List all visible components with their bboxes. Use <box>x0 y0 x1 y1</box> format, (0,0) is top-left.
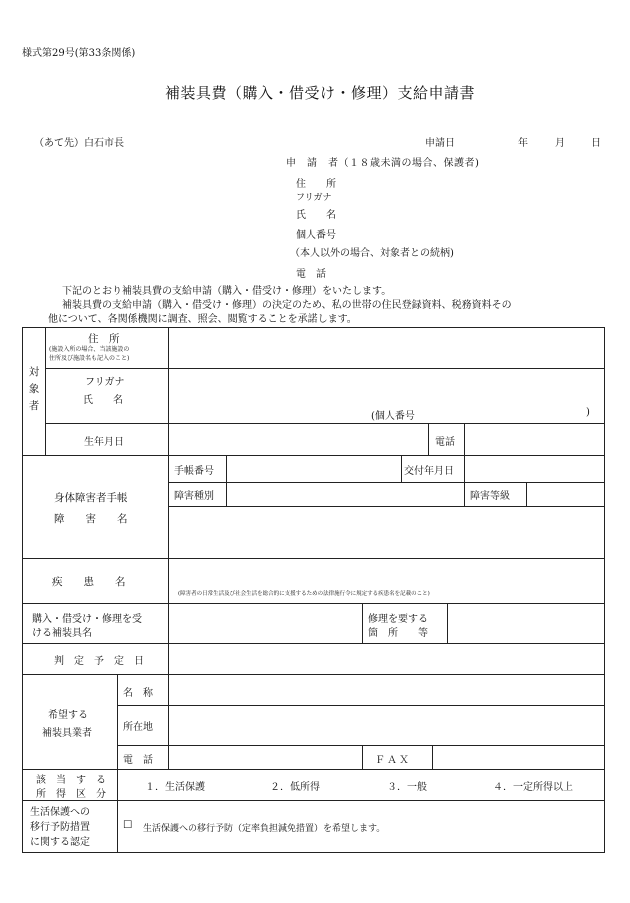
statement-line-2: 補装具費の支給申請（購入・借受け・修理）の決定のため、私の世帯の住民登録資料、税務資料その <box>62 300 512 311</box>
disability-grade-label: 障害等級 <box>470 491 510 502</box>
addressee: （あて先）白石市長 <box>34 138 124 149</box>
income-option-1[interactable]: １．生活保護 <box>145 782 205 793</box>
disability-name-label: 障 害 名 <box>54 513 128 525</box>
subject-name-label: 氏 名 <box>83 395 123 406</box>
application-date-label: 申請日 <box>425 138 455 149</box>
handbook-number-label: 手帳番号 <box>174 466 214 477</box>
income-option-3[interactable]: ３．一般 <box>387 782 427 793</box>
transition-checkbox[interactable]: ☐ <box>123 819 133 831</box>
statement-line-1: 下記のとおり補装具費の支給申請（購入・借受け・修理）をいたします。 <box>62 286 392 297</box>
income-option-2[interactable]: ２．低所得 <box>270 782 320 793</box>
applicant-furigana-label: フリガナ <box>296 193 332 203</box>
vendor-label-2: 補装具業者 <box>42 728 92 739</box>
applicant-heading: 申 請 者（１８歳未満の場合、保護者) <box>286 158 480 169</box>
transition-label-3: に関する認定 <box>30 837 90 848</box>
birthdate-label: 生年月日 <box>84 437 124 448</box>
disease-label: 疾 患 名 <box>52 576 126 588</box>
form-number: 様式第29号(第33条関係) <box>22 48 136 59</box>
repair-label-1: 修理を要する <box>368 614 428 625</box>
form-title: 補装具費（購入・借受け・修理）支給申請書 <box>165 84 476 102</box>
applicant-phone-label: 電 話 <box>296 269 326 280</box>
transition-text: 生活保護への移行予防（定率負担減免措置）を希望します。 <box>143 824 386 834</box>
subject-individual-no-label: (個人番号 <box>371 411 415 422</box>
day-label: 日 <box>591 138 601 149</box>
income-label-1: 該 当 す る <box>36 775 106 786</box>
subject-vertical-label: 対 象 者 <box>28 366 40 412</box>
repair-label-2: 箇 所 等 <box>368 628 428 639</box>
subject-address-note-1: (施設入所の場合、当該施設の <box>49 346 130 353</box>
subject-individual-no-close: ) <box>586 407 590 418</box>
device-label-2: ける補装具名 <box>32 628 92 639</box>
device-label-1: 購入・借受け・修理を受 <box>32 614 142 625</box>
income-label-2: 所 得 区 分 <box>36 789 106 800</box>
year-label: 年 <box>518 138 528 149</box>
vendor-location-label: 所在地 <box>123 722 153 733</box>
subject-address-note-2: 住所及び施設名も記入のこと) <box>49 355 130 362</box>
month-label: 月 <box>555 138 565 149</box>
applicant-name-label: 氏 名 <box>296 210 336 221</box>
applicant-relation-label: （本人以外の場合、対象者との続柄) <box>290 248 454 259</box>
judgment-date-label: 判 定 予 定 日 <box>54 656 144 667</box>
subject-furigana-label: フリガナ <box>85 377 125 388</box>
fax-label: ＦＡＸ <box>375 755 411 766</box>
income-option-4[interactable]: ４．一定所得以上 <box>493 782 573 793</box>
transition-label-2: 移行予防措置 <box>30 822 90 833</box>
subject-phone-label: 電話 <box>435 437 455 448</box>
disability-type-label: 障害種別 <box>174 491 214 502</box>
issue-date-label: 交付年月日 <box>404 466 454 477</box>
transition-label-1: 生活保護への <box>30 807 90 818</box>
applicant-individual-no-label: 個人番号 <box>296 230 336 241</box>
applicant-address-label: 住 所 <box>296 179 336 190</box>
subject-address-label: 住 所 <box>88 333 120 345</box>
vendor-name-label: 名 称 <box>123 688 153 699</box>
vendor-label-1: 希望する <box>48 710 88 721</box>
handbook-label: 身体障害者手帳 <box>54 492 128 504</box>
vendor-phone-label: 電 話 <box>123 755 153 766</box>
disease-note: (障害者の日常生活及び社会生活を総合的に支援するための法律施行令に規定する疾患名を記載のこと) <box>178 591 430 597</box>
statement-line-3: 他について、各関係機関に調査、照会、閲覧することを承諾します。 <box>48 314 357 325</box>
